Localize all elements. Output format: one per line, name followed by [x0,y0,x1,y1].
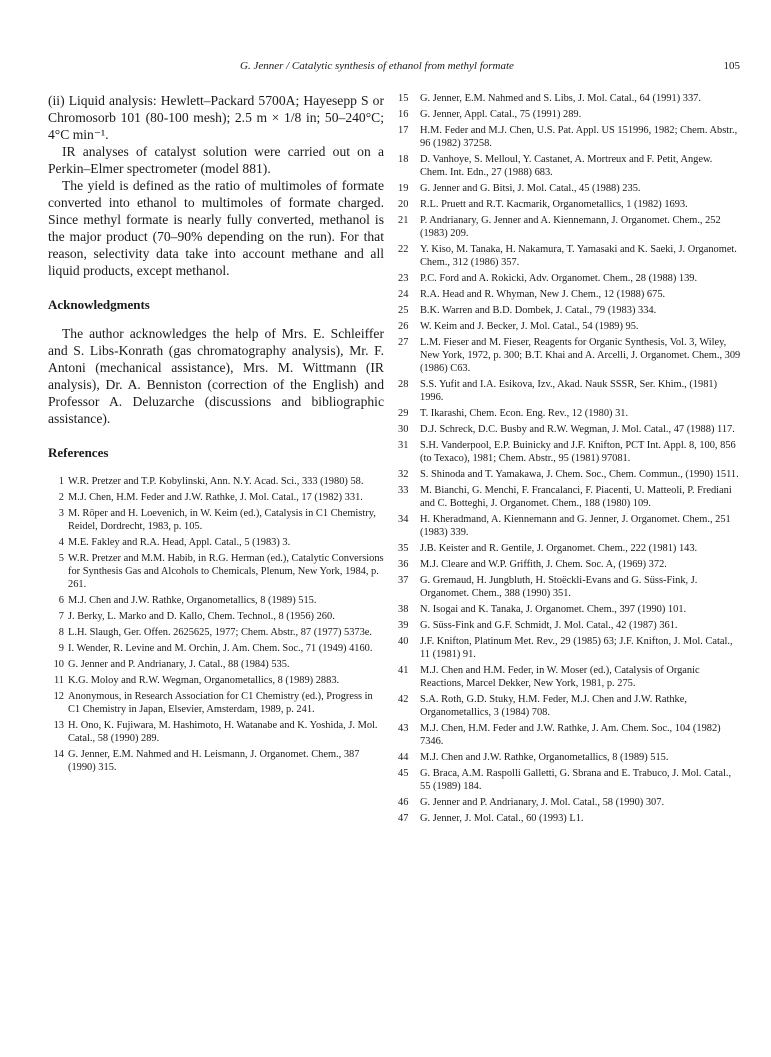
reference-text: I. Wender, R. Levine and M. Orchin, J. Am. Chem. Soc., 71 (1949) 4160. [68,643,373,654]
reference-item [48,594,384,607]
reference-item [398,124,742,150]
reference-text: W. Keim and J. Becker, J. Mol. Catal., 54 (1989) 95. [420,321,639,332]
reference-text: R.L. Pruett and R.T. Kacmarik, Organometallics, 1 (1982) 1693. [420,199,688,210]
reference-text: M. Röper and H. Loevenich, in W. Keim (ed.), Catalysis in C1 Chemistry, Reidel, Dordrecht, 1983, p. 105. [68,508,376,532]
reference-number: 26 [398,321,409,332]
reference-number: 41 [398,665,409,676]
reference-text: J. Berky, L. Marko and D. Kallo, Chem. Technol., 8 (1956) 260. [68,611,335,622]
references-heading: References [48,445,109,460]
reference-item [48,719,384,745]
reference-number: 11 [53,675,64,686]
reference-number: 18 [398,154,409,165]
reference-text: H.M. Feder and M.J. Chen, U.S. Pat. Appl. US 151996, 1982; Chem. Abstr., 96 (1982) 37258. [420,125,738,149]
reference-number: 40 [398,636,409,647]
left-column [48,92,384,777]
reference-item [398,423,742,436]
reference-number: 47 [398,813,409,824]
reference-number: 36 [398,559,409,570]
reference-text: M.J. Chen and J.W. Rathke, Organometallics, 8 (1989) 515. [420,752,669,763]
reference-number: 4 [58,537,64,548]
reference-item [398,635,742,661]
reference-item [398,407,742,420]
reference-number: 32 [398,469,409,480]
reference-item [398,378,742,404]
reference-item [48,552,384,591]
reference-item [398,767,742,793]
reference-text: G. Jenner, E.M. Nahmed and H. Leismann, J. Organomet. Chem., 387 (1990) 315. [68,749,360,773]
reference-text: S.S. Yufit and I.A. Esikova, Izv., Akad. Nauk SSSR, Ser. Khim., (1981) 1996. [420,379,718,403]
reference-item [398,108,742,121]
reference-item [398,468,742,481]
reference-text: J.F. Knifton, Platinum Met. Rev., 29 (1985) 63; J.F. Knifton, J. Mol. Catal., 11 (1981) 91. [420,636,733,660]
running-header [48,60,740,76]
reference-number: 25 [398,305,409,316]
reference-text: G. Süss-Fink and G.F. Schmidt, J. Mol. Catal., 42 (1987) 361. [420,620,678,631]
reference-text: G. Jenner and P. Andrianary, J. Mol. Catal., 58 (1990) 307. [420,797,665,808]
page-number: 105 [723,60,740,72]
reference-item [398,796,742,809]
reference-number: 30 [398,424,409,435]
reference-item [398,542,742,555]
reference-number: 20 [398,199,409,210]
reference-item [48,610,384,623]
reference-number: 2 [58,492,64,503]
reference-text: M.E. Fakley and R.A. Head, Appl. Catal., 5 (1983) 3. [68,537,291,548]
reference-text: J.B. Keister and R. Gentile, J. Organomet. Chem., 222 (1981) 143. [420,543,698,554]
reference-item [398,751,742,764]
reference-text: S. Shinoda and T. Yamakawa, J. Chem. Soc., Chem. Commun., (1990) 1511. [420,469,739,480]
reference-number: 7 [58,611,64,622]
reference-item [398,722,742,748]
reference-text: G. Jenner and P. Andrianary, J. Catal., 88 (1984) 535. [68,659,290,670]
reference-number: 35 [398,543,409,554]
reference-item [398,603,742,616]
reference-text: W.R. Pretzer and T.P. Kobylinski, Ann. N.Y. Acad. Sci., 333 (1980) 58. [68,476,364,487]
reference-text: P. Andrianary, G. Jenner and A. Kiennemann, J. Organomet. Chem., 252 (1983) 209. [420,215,721,239]
reference-number: 27 [398,337,409,348]
reference-item [48,475,384,488]
reference-item [398,304,742,317]
reference-number: 34 [398,514,409,525]
reference-item [48,674,384,687]
reference-number: 28 [398,379,409,390]
reference-item [398,693,742,719]
reference-number: 17 [398,125,409,136]
reference-text: G. Braca, A.M. Raspolli Galletti, G. Sbrana and E. Trabuco, J. Mol. Catal., 55 (1989) 184. [420,768,732,792]
reference-item [398,182,742,195]
reference-number: 6 [58,595,64,606]
reference-number: 23 [398,273,409,284]
reference-text: D. Vanhoye, S. Melloul, Y. Castanet, A. Mortreux and F. Petit, Angew. Chem. Int. Edn., 27 (1988) 683. [420,154,713,178]
reference-text: H. Kheradmand, A. Kiennemann and G. Jenner, J. Organomet. Chem., 251 (1983) 339. [420,514,731,538]
reference-item [398,812,742,825]
reference-number: 8 [58,627,64,638]
reference-text: K.G. Moloy and R.W. Wegman, Organometallics, 8 (1989) 2883. [68,675,340,686]
reference-item [398,153,742,179]
reference-text: B.K. Warren and B.D. Dombek, J. Catal., 79 (1983) 334. [420,305,657,316]
reference-item [48,690,384,716]
reference-text: D.J. Schreck, D.C. Busby and R.W. Wegman, J. Mol. Catal., 47 (1988) 117. [420,424,735,435]
reference-item [398,336,742,375]
reference-number: 44 [398,752,409,763]
yield-definition-paragraph: The yield is defined as the ratio of multimoles of formate converted into ethanol to multimoles of formate charged. Since methyl formate is nearly fully converted, methanol is the major product (70–90% depending on the run). For that reason, selectivity data take into account methane and all liquid products, except methanol. [48,178,384,278]
reference-item [48,658,384,671]
reference-number: 13 [53,720,64,731]
reference-text: N. Isogai and K. Tanaka, J. Organomet. Chem., 397 (1990) 101. [420,604,687,615]
reference-list-right [398,92,742,825]
reference-item [48,642,384,655]
reference-text: M.J. Chen and H.M. Feder, in W. Moser (ed.), Catalysis of Organic Reactions, Marcel Dekker, New York, 1981, p. 275. [420,665,700,689]
reference-text: G. Jenner, J. Mol. Catal., 60 (1993) L1. [420,813,584,824]
reference-item [398,243,742,269]
reference-text: M.J. Chen, H.M. Feder and J.W. Rathke, J. Am. Chem. Soc., 104 (1982) 7346. [420,723,721,747]
reference-text: P.C. Ford and A. Rokicki, Adv. Organomet. Chem., 28 (1988) 139. [420,273,698,284]
right-column [398,92,742,828]
reference-number: 45 [398,768,409,779]
reference-item [398,513,742,539]
reference-number: 22 [398,244,409,255]
acknowledgments-heading: Acknowledgments [48,297,150,312]
reference-number: 42 [398,694,409,705]
reference-number: 24 [398,289,409,300]
reference-text: M.J. Chen and J.W. Rathke, Organometallics, 8 (1989) 515. [68,595,317,606]
reference-list-left [48,475,384,774]
reference-number: 43 [398,723,409,734]
reference-number: 12 [53,691,64,702]
reference-number: 3 [58,508,64,519]
liquid-analysis-paragraph: (ii) Liquid analysis: Hewlett–Packard 5700A; Hayesepp S or Chromosorb 101 (80-100 mesh); 2.5 m × 1/8 in; 50–240°C; 4°C min⁻¹. [48,93,384,142]
acknowledgments-text: The author acknowledges the help of Mrs. E. Schleiffer and S. Libs-Konrath (gas chromatography analysis), Mr. F. Antoni (mechanical assistance), Mrs. M. Wittmann (IR analysis), Dr. A. Benniston (correction of the English) and Professor A. Deluzarche (discussions and bibliographic assistance). [48,326,384,426]
reference-item [48,491,384,504]
reference-number: 21 [398,215,409,226]
reference-item [48,748,384,774]
reference-number: 29 [398,408,409,419]
reference-number: 37 [398,575,409,586]
reference-text: Anonymous, in Research Association for C1 Chemistry (ed.), Progress in C1 Chemistry in Japan, Elsevier, Amsterdam, 1989, p. 241. [68,691,373,715]
reference-item [398,320,742,333]
reference-item [48,507,384,533]
reference-item [398,558,742,571]
reference-item [398,619,742,632]
reference-number: 5 [58,553,64,564]
running-title: G. Jenner / Catalytic synthesis of ethanol from methyl formate [240,60,514,72]
reference-number: 19 [398,183,409,194]
reference-item [398,272,742,285]
reference-number: 39 [398,620,409,631]
reference-number: 10 [53,659,64,670]
reference-text: M.J. Chen, H.M. Feder and J.W. Rathke, J. Mol. Catal., 17 (1982) 331. [68,492,363,503]
ir-analysis-paragraph: IR analyses of catalyst solution were carried out on a Perkin–Elmer spectrometer (model 881). [48,144,384,176]
reference-text: S.A. Roth, G.D. Stuky, H.M. Feder, M.J. Chen and J.W. Rathke, Organometallics, 3 (1984) 708. [420,694,687,718]
reference-item [398,439,742,465]
reference-item [398,484,742,510]
reference-text: T. Ikarashi, Chem. Econ. Eng. Rev., 12 (1980) 31. [420,408,629,419]
reference-item [398,198,742,211]
reference-item [398,214,742,240]
reference-item [48,536,384,549]
reference-number: 16 [398,109,409,120]
reference-text: W.R. Pretzer and M.M. Habib, in R.G. Herman (ed.), Catalytic Conversions for Synthesis Gas and Alcohols to Chemicals, Plenum, New York, 1984, p. 261. [68,553,384,590]
reference-text: G. Gremaud, H. Jungbluth, H. Stoëckli-Evans and G. Süss-Fink, J. Organomet. Chem., 388 (1990) 351. [420,575,698,599]
reference-number: 31 [398,440,409,451]
reference-text: H. Ono, K. Fujiwara, M. Hashimoto, H. Watanabe and K. Yoshida, J. Mol. Catal., 58 (1990) 289. [68,720,378,744]
reference-text: Y. Kiso, M. Tanaka, H. Nakamura, T. Yamasaki and K. Saeki, J. Organomet. Chem., 312 (1986) 357. [420,244,737,268]
reference-item [398,664,742,690]
reference-text: G. Jenner, Appl. Catal., 75 (1991) 289. [420,109,582,120]
reference-number: 15 [398,93,409,104]
reference-text: G. Jenner and G. Bitsi, J. Mol. Catal., 45 (1988) 235. [420,183,641,194]
reference-text: G. Jenner, E.M. Nahmed and S. Libs, J. Mol. Catal., 64 (1991) 337. [420,93,701,104]
reference-text: M.J. Cleare and W.P. Griffith, J. Chem. Soc. A, (1969) 372. [420,559,667,570]
reference-number: 14 [53,749,64,760]
reference-item [398,574,742,600]
reference-number: 1 [58,476,64,487]
reference-text: L.M. Fieser and M. Fieser, Reagents for Organic Synthesis, Vol. 3, Wiley, New York, 1972, p. 300; B.T. Khai and A. Arcelli, J. Organomet. Chem., 309 (1986) C63. [420,337,741,374]
reference-number: 38 [398,604,409,615]
reference-text: M. Bianchi, G. Menchi, F. Francalanci, F. Piacenti, U. Matteoli, P. Frediani and C. Botteghi, J. Organomet. Chem., 188 (1980) 109. [420,485,732,509]
reference-item [48,626,384,639]
reference-number: 33 [398,485,409,496]
reference-text: L.H. Slaugh, Ger. Offen. 2625625, 1977; Chem. Abstr., 87 (1977) 5373e. [68,627,372,638]
reference-item [398,288,742,301]
reference-number: 46 [398,797,409,808]
reference-text: S.H. Vanderpool, E.P. Buinicky and J.F. Knifton, PCT Int. Appl. 8, 100, 856 (to Texaco), 1981; Chem. Abstr., 95 (1981) 97081. [420,440,736,464]
reference-text: R.A. Head and R. Whyman, New J. Chem., 12 (1988) 675. [420,289,666,300]
reference-number: 9 [58,643,64,654]
reference-item [398,92,742,105]
